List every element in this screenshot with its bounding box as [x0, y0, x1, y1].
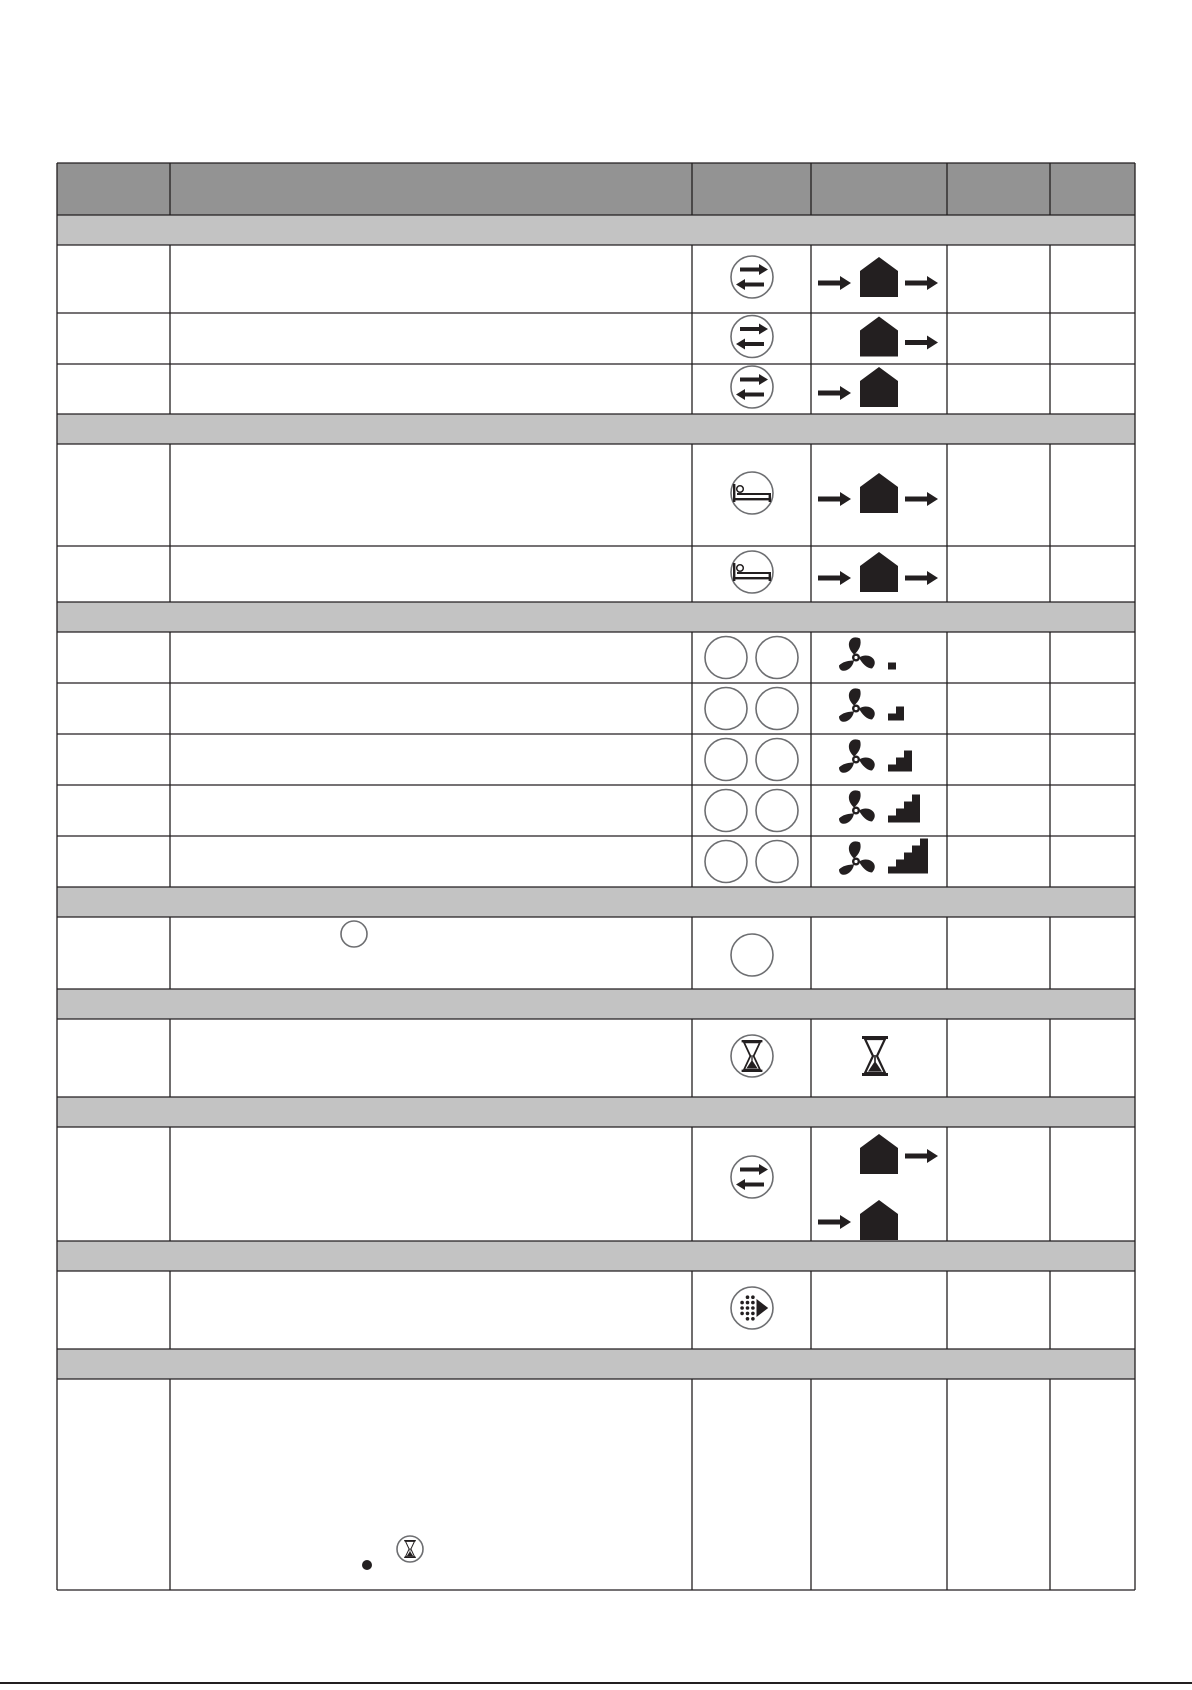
arrow-out-icon — [905, 336, 938, 350]
table-row — [731, 551, 938, 593]
speed-step — [888, 765, 896, 772]
section-4 — [57, 989, 1135, 1077]
fan-speed-button-right[interactable] — [756, 790, 798, 832]
fan-speed-button-left[interactable] — [705, 841, 747, 883]
fan-icon — [839, 739, 875, 772]
table-header — [57, 163, 1135, 215]
speed-step — [896, 860, 904, 874]
section-6 — [57, 1241, 1135, 1329]
house-icon — [860, 317, 898, 357]
section-1 — [57, 414, 1135, 593]
fan-speed-button-right[interactable] — [756, 841, 798, 883]
header-background — [57, 163, 1135, 215]
blank-button[interactable] — [731, 934, 773, 976]
fan-speed-button-right[interactable] — [756, 688, 798, 730]
fan-icon — [839, 790, 875, 823]
speed-step — [904, 853, 912, 874]
dot-icon — [362, 1560, 372, 1570]
house-icon — [860, 473, 898, 513]
section-5 — [57, 1097, 1135, 1240]
fan-speed-button-right[interactable] — [756, 637, 798, 679]
arrow-out-icon — [905, 1149, 938, 1163]
section-7 — [57, 1349, 1135, 1570]
section-3 — [57, 887, 1135, 976]
arrow-in-icon — [818, 1215, 851, 1229]
speed-step — [896, 758, 904, 772]
arrow-in-icon — [818, 276, 851, 290]
house-icon — [860, 367, 898, 407]
table-row — [705, 637, 896, 679]
table-row — [731, 366, 898, 408]
house-icon — [860, 552, 898, 592]
section-band — [57, 215, 1135, 245]
speed-step — [888, 867, 896, 874]
table-body — [57, 163, 1135, 1590]
table-row — [705, 688, 904, 730]
fan-icon — [839, 637, 875, 670]
fan-icon — [839, 841, 875, 874]
section-band — [57, 887, 1135, 917]
fan-speed-button-left[interactable] — [705, 688, 747, 730]
speed-step — [912, 846, 920, 874]
ventilation-swap-button[interactable] — [731, 1156, 773, 1198]
table-row — [731, 472, 938, 514]
fan-speed-button-right[interactable] — [756, 739, 798, 781]
speed-step — [904, 802, 912, 823]
page-bottom-rule — [0, 1682, 1192, 1684]
arrow-in-icon — [818, 571, 851, 585]
table-row — [705, 839, 928, 883]
arrow-in-icon — [818, 492, 851, 506]
fan-speed-button-left[interactable] — [705, 637, 747, 679]
house-icon — [860, 1134, 898, 1174]
table-row — [341, 921, 773, 976]
table-row — [705, 790, 920, 832]
speed-step — [912, 795, 920, 823]
section-band — [57, 1349, 1135, 1379]
speed-step — [888, 714, 896, 721]
small-button-icon — [341, 921, 367, 947]
table-row — [362, 1536, 423, 1570]
speed-step — [904, 751, 912, 772]
table-row — [731, 1035, 888, 1077]
table-row — [731, 1134, 938, 1240]
section-0 — [57, 215, 1135, 408]
table-row — [731, 316, 938, 358]
speed-step — [920, 839, 928, 874]
section-2 — [57, 602, 1135, 883]
speed-step — [896, 707, 904, 721]
hourglass-icon — [862, 1036, 888, 1076]
section-band — [57, 989, 1135, 1019]
arrow-out-icon — [905, 492, 938, 506]
house-icon — [860, 1200, 898, 1240]
section-band — [57, 1241, 1135, 1271]
table-row — [731, 256, 938, 298]
ventilation-swap-button[interactable] — [731, 316, 773, 358]
section-band — [57, 414, 1135, 444]
fan-speed-button-left[interactable] — [705, 790, 747, 832]
arrow-in-icon — [818, 386, 851, 400]
section-band — [57, 1097, 1135, 1127]
speed-step — [888, 663, 896, 670]
table-row — [731, 1287, 773, 1329]
house-icon — [860, 257, 898, 297]
table-row — [705, 739, 912, 781]
fan-icon — [839, 688, 875, 721]
section-band — [57, 602, 1135, 632]
arrow-out-icon — [905, 276, 938, 290]
speed-step — [888, 816, 896, 823]
ventilation-swap-button[interactable] — [731, 256, 773, 298]
speed-step — [896, 809, 904, 823]
arrow-out-icon — [905, 571, 938, 585]
fan-speed-button-left[interactable] — [705, 739, 747, 781]
ventilation-swap-button[interactable] — [731, 366, 773, 408]
